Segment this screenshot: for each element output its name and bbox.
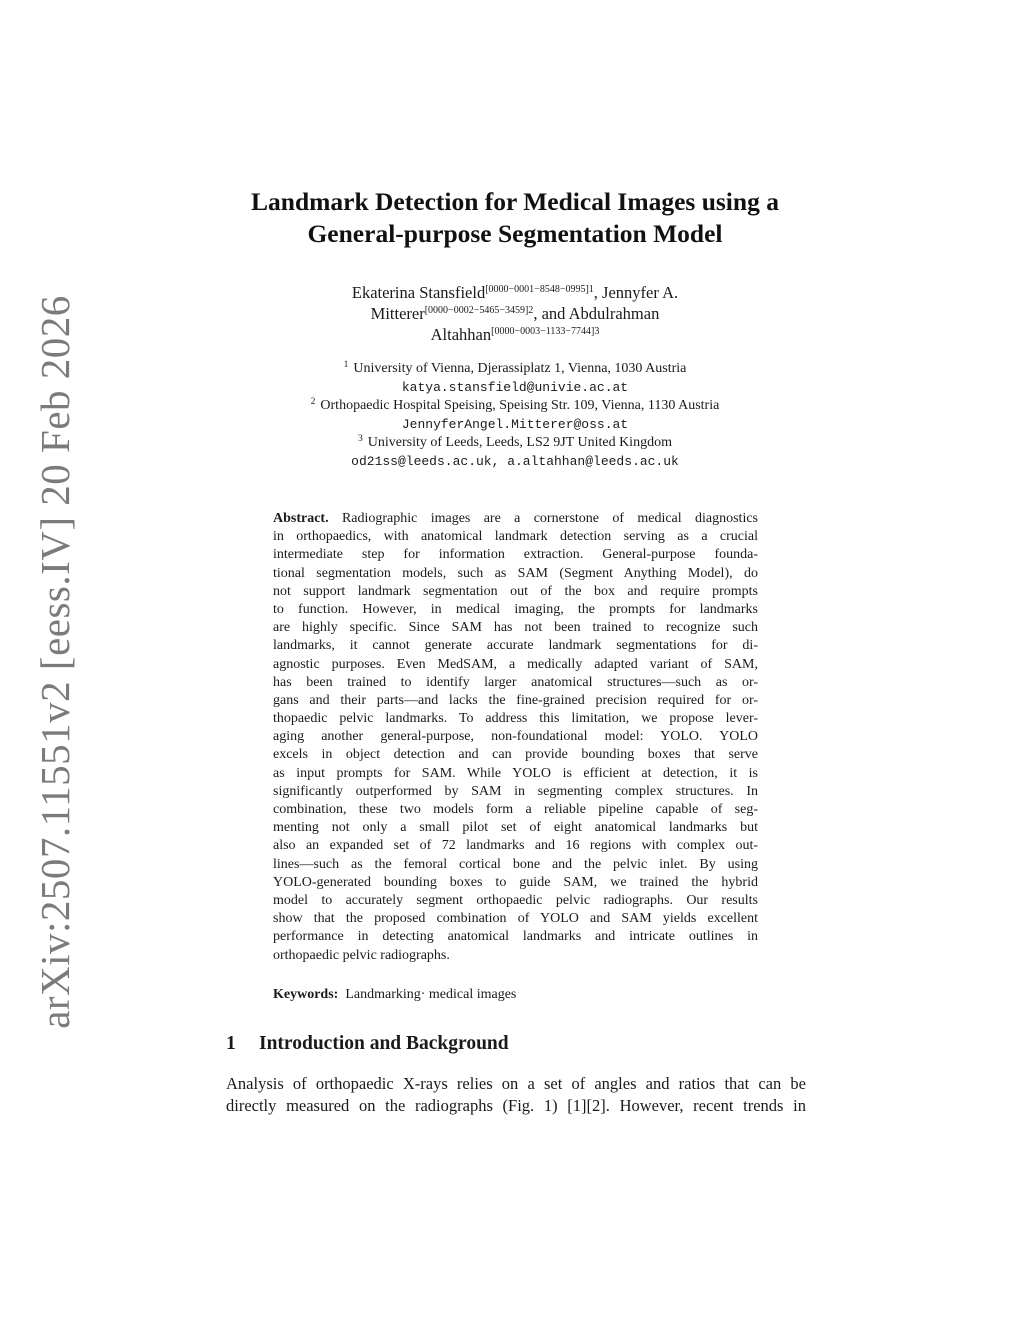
abstract-line: excels in object detection and can provide bounding boxes that serve [273,747,758,763]
keywords-label: Keywords: [273,987,339,1002]
abstract-line: thopaedic pelvic landmarks. To address this limitation, we propose lever- [273,711,758,727]
abstract-line: also an expanded set of 72 landmarks and 16 regions with complex out- [273,838,758,854]
abstract-line: has been trained to identify larger anatomical structures—such as or- [273,674,758,690]
affiliation [200,434,830,453]
affiliation [200,397,830,416]
abstract-line: gans and their parts—and lacks the fine-grained precision required for or- [273,692,758,708]
section-heading [226,1033,509,1055]
affiliation-text: University of Leeds, Leeds, LS2 9JT United Kingdom [367,435,672,450]
abstract-line: lines—such as the femoral cortical bone and the pelvic inlet. By using [273,856,758,872]
abstract-line: orthopaedic pelvic radiographs. [273,947,450,963]
author-orcid: [0000−0001−8548−0995]1 [485,284,594,295]
abstract-line: Abstract. Radiographic images are a cornerstone of medical diagnostics [273,511,758,526]
abstract-line: not support landmark segmentation out of the box and require prompts [273,583,758,599]
abstract-line: combination, these two models form a reliable pipeline capable of seg- [273,802,758,817]
arxiv-stamp: arXiv:2507.11551v2 [eess.IV] 20 Feb 2026 [32,295,78,1029]
paper-title [210,186,820,250]
affiliation-list [200,360,830,471]
abstract-line: intermediate step for information extraction. General-purpose founda- [273,547,758,563]
author-separator: , Jennyfer A. [593,283,679,302]
abstract-line: to function. However, in medical imaging, the prompts for landmarks [273,601,758,617]
keywords [273,986,758,1004]
abstract-line: show that the proposed combination of YOLO and SAM yields excellent [273,911,758,927]
author-name: Mitterer [370,304,425,323]
affiliation-number: 3 [358,434,363,444]
author-orcid: [0000−0003−1133−7744]3 [491,326,600,337]
body-paragraph [226,1073,806,1116]
abstract-line: as input prompts for SAM. While YOLO is efficient at detection, it is [273,765,758,781]
abstract-line: tional segmentation models, such as SAM (Segment Anything Model), do [273,565,758,581]
section-number: 1 [226,1033,236,1054]
title-line: Landmark Detection for Medical Images using a [251,187,779,216]
abstract-line: are highly specific. Since SAM has not been trained to recognize such [273,620,758,636]
author-separator: , and Abdulrahman [533,304,660,323]
body-line: directly measured on the radiographs (Fig. 1) [1][2]. However, recent trends in [226,1095,806,1115]
abstract [273,510,758,965]
abstract-line: YOLO-generated bounding boxes to guide SAM, we trained the hybrid [273,874,758,890]
abstract-line: in orthopaedics, with anatomical landmark detection serving as a crucial [273,529,758,545]
abstract-line: landmarks, it cannot generate accurate landmark segmentations for di- [273,638,758,654]
abstract-line: agnostic purposes. Even MedSAM, a medically adapted variant of SAM, [273,656,758,672]
affiliation-number: 2 [310,397,316,407]
affiliation-text: University of Vienna, Djerassiplatz 1, Vienna, 1030 Austria [353,361,687,376]
abstract-label: Abstract. [273,511,329,526]
author-name: Altahhan [430,325,492,344]
abstract-line: aging another general-purpose, non-foundational model: YOLO. YOLO [273,729,758,745]
affiliation-number: 1 [343,360,349,370]
abstract-line: significantly outperformed by SAM in segmenting complex structures. In [273,783,758,799]
author-line [200,282,830,303]
affiliation [200,360,830,379]
body-line: Analysis of orthopaedic X-rays relies on a set of angles and ratios that can be [226,1074,806,1093]
author-line [200,303,830,324]
affiliation-email[interactable]: katya.stansfield@univie.ac.at [401,379,629,395]
author-name: Ekaterina Stansfield [351,283,486,302]
abstract-line: menting not only a small pilot set of eight anatomical landmarks but [273,820,758,836]
abstract-line: model to accurately segment orthopaedic pelvic radiographs. Our results [273,892,758,908]
author-orcid: [0000−0002−5465−3459]2 [424,305,534,316]
keywords-text: Landmarking· medical images [345,987,517,1002]
author-list [200,282,830,345]
section-title: Introduction and Background [259,1033,509,1054]
affiliation-text: Orthopaedic Hospital Speising, Speising Str. 109, Vienna, 1130 Austria [320,398,720,413]
author-line [200,324,830,345]
affiliation-email[interactable]: JennyferAngel.Mitterer@oss.at [401,416,629,432]
title-line: General-purpose Segmentation Model [307,219,723,248]
abstract-line: performance in detecting anatomical landmarks and intricate outlines in [273,929,758,945]
affiliation-email[interactable]: od21ss@leeds.ac.uk, a.altahhan@leeds.ac.uk [351,453,679,469]
